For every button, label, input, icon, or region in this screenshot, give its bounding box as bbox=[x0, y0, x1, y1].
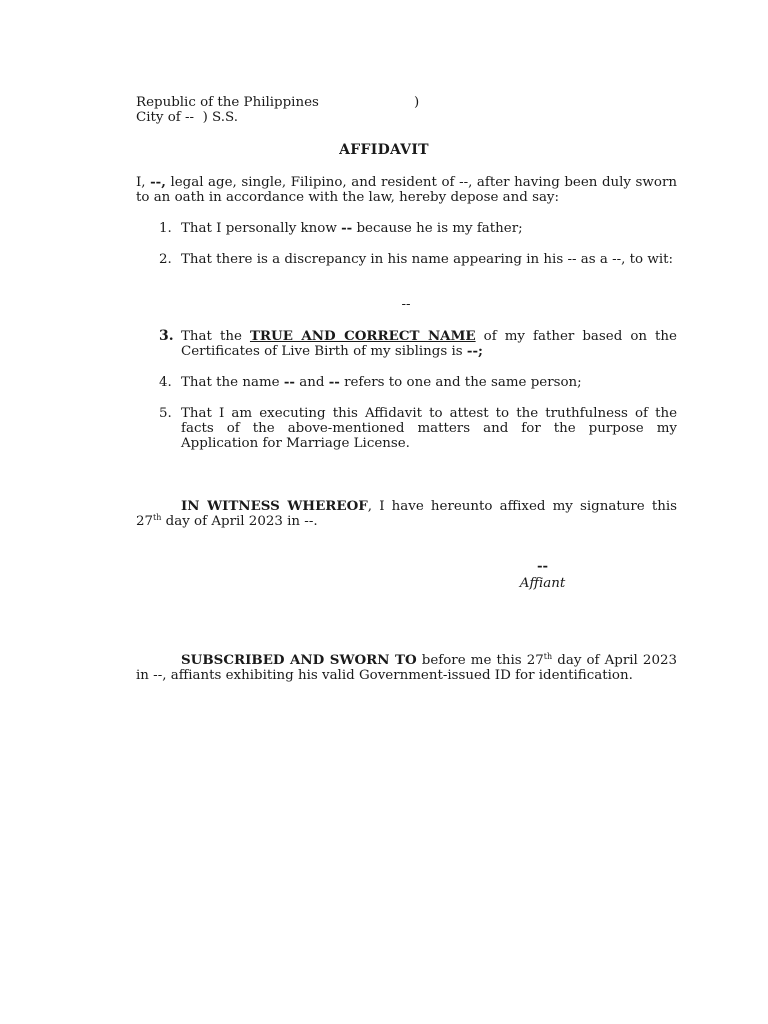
intro-text-1: I, bbox=[136, 175, 151, 190]
item-text: That there is a discrepancy in his name appearing in his -- as a --, to wit: bbox=[181, 252, 674, 267]
list-item bbox=[136, 406, 677, 451]
jurat-text-1: before me this 27 bbox=[416, 653, 544, 668]
header-republic-text: Republic of the Philippines bbox=[136, 95, 319, 110]
witness-text-2: day of April 2023 in --. bbox=[161, 514, 318, 529]
item-text bbox=[181, 329, 677, 359]
document-title: AFFIDAVIT bbox=[339, 142, 429, 158]
item-text-part: That the name bbox=[181, 375, 284, 390]
jurat-paragraph bbox=[136, 653, 677, 683]
item-underlined-part: TRUE AND CORRECT NAME bbox=[249, 328, 476, 344]
header-city: City of -- ) S.S. bbox=[136, 110, 238, 125]
item-text-part: of my father based on the Certificates of Live Birth of my siblings is bbox=[181, 329, 677, 359]
witness-indent bbox=[136, 499, 368, 514]
jurat-indent bbox=[136, 653, 417, 668]
item-bold-part: -- bbox=[341, 220, 353, 236]
affiant-label: Affiant bbox=[519, 576, 566, 591]
item-text-part: and bbox=[294, 375, 329, 390]
intro-name: --, bbox=[150, 174, 166, 190]
item-number: 5. bbox=[159, 406, 172, 421]
jurat-sup: th bbox=[543, 652, 553, 661]
witness-paragraph bbox=[136, 499, 677, 529]
header-republic bbox=[136, 95, 319, 110]
jurat-bold: SUBSCRIBED AND SWORN TO bbox=[181, 652, 417, 668]
item-number: 1. bbox=[159, 221, 172, 236]
witness-text-1: , I have hereunto affixed my signature this 27 bbox=[136, 499, 677, 529]
list-item bbox=[136, 221, 677, 236]
intro-text-2: legal age, single, Filipino, and resident of --, after having been duly sworn to an oath in accordance with the law, hereby depose and say: bbox=[136, 175, 677, 205]
item-bold-part: --; bbox=[466, 343, 483, 359]
item-text bbox=[181, 221, 677, 236]
item-text-part: That I personally know bbox=[181, 221, 342, 236]
intro-paragraph bbox=[136, 175, 677, 205]
witness-sup: th bbox=[153, 513, 162, 522]
item-number: 4. bbox=[159, 375, 172, 390]
item-text: That I am executing this Affidavit to attest to the truthfulness of the facts of the above-mentioned matters and for the purpose my Application for Marriage License. bbox=[181, 406, 677, 451]
item-number: 3. bbox=[159, 328, 174, 344]
item-text bbox=[181, 375, 677, 390]
item-text-part: because he is my father; bbox=[352, 221, 523, 236]
item-number: 2. bbox=[159, 252, 172, 267]
list-item bbox=[136, 375, 677, 390]
item-bold-part: -- bbox=[328, 374, 340, 390]
item-bold-part: -- bbox=[283, 374, 295, 390]
header-paren: ) bbox=[414, 95, 420, 110]
list-item bbox=[136, 329, 677, 359]
item-text-part: That the bbox=[181, 329, 250, 344]
witness-bold: IN WITNESS WHEREOF bbox=[181, 498, 368, 514]
affiant-signature-line: -- bbox=[536, 558, 549, 574]
list-item bbox=[136, 252, 677, 267]
jurat-text-2: day of April 2023 in --, affiants exhibiting his valid Government-issued ID for identification. bbox=[136, 653, 678, 683]
center-dash: -- bbox=[401, 297, 411, 312]
item-text-part: refers to one and the same person; bbox=[339, 375, 582, 390]
